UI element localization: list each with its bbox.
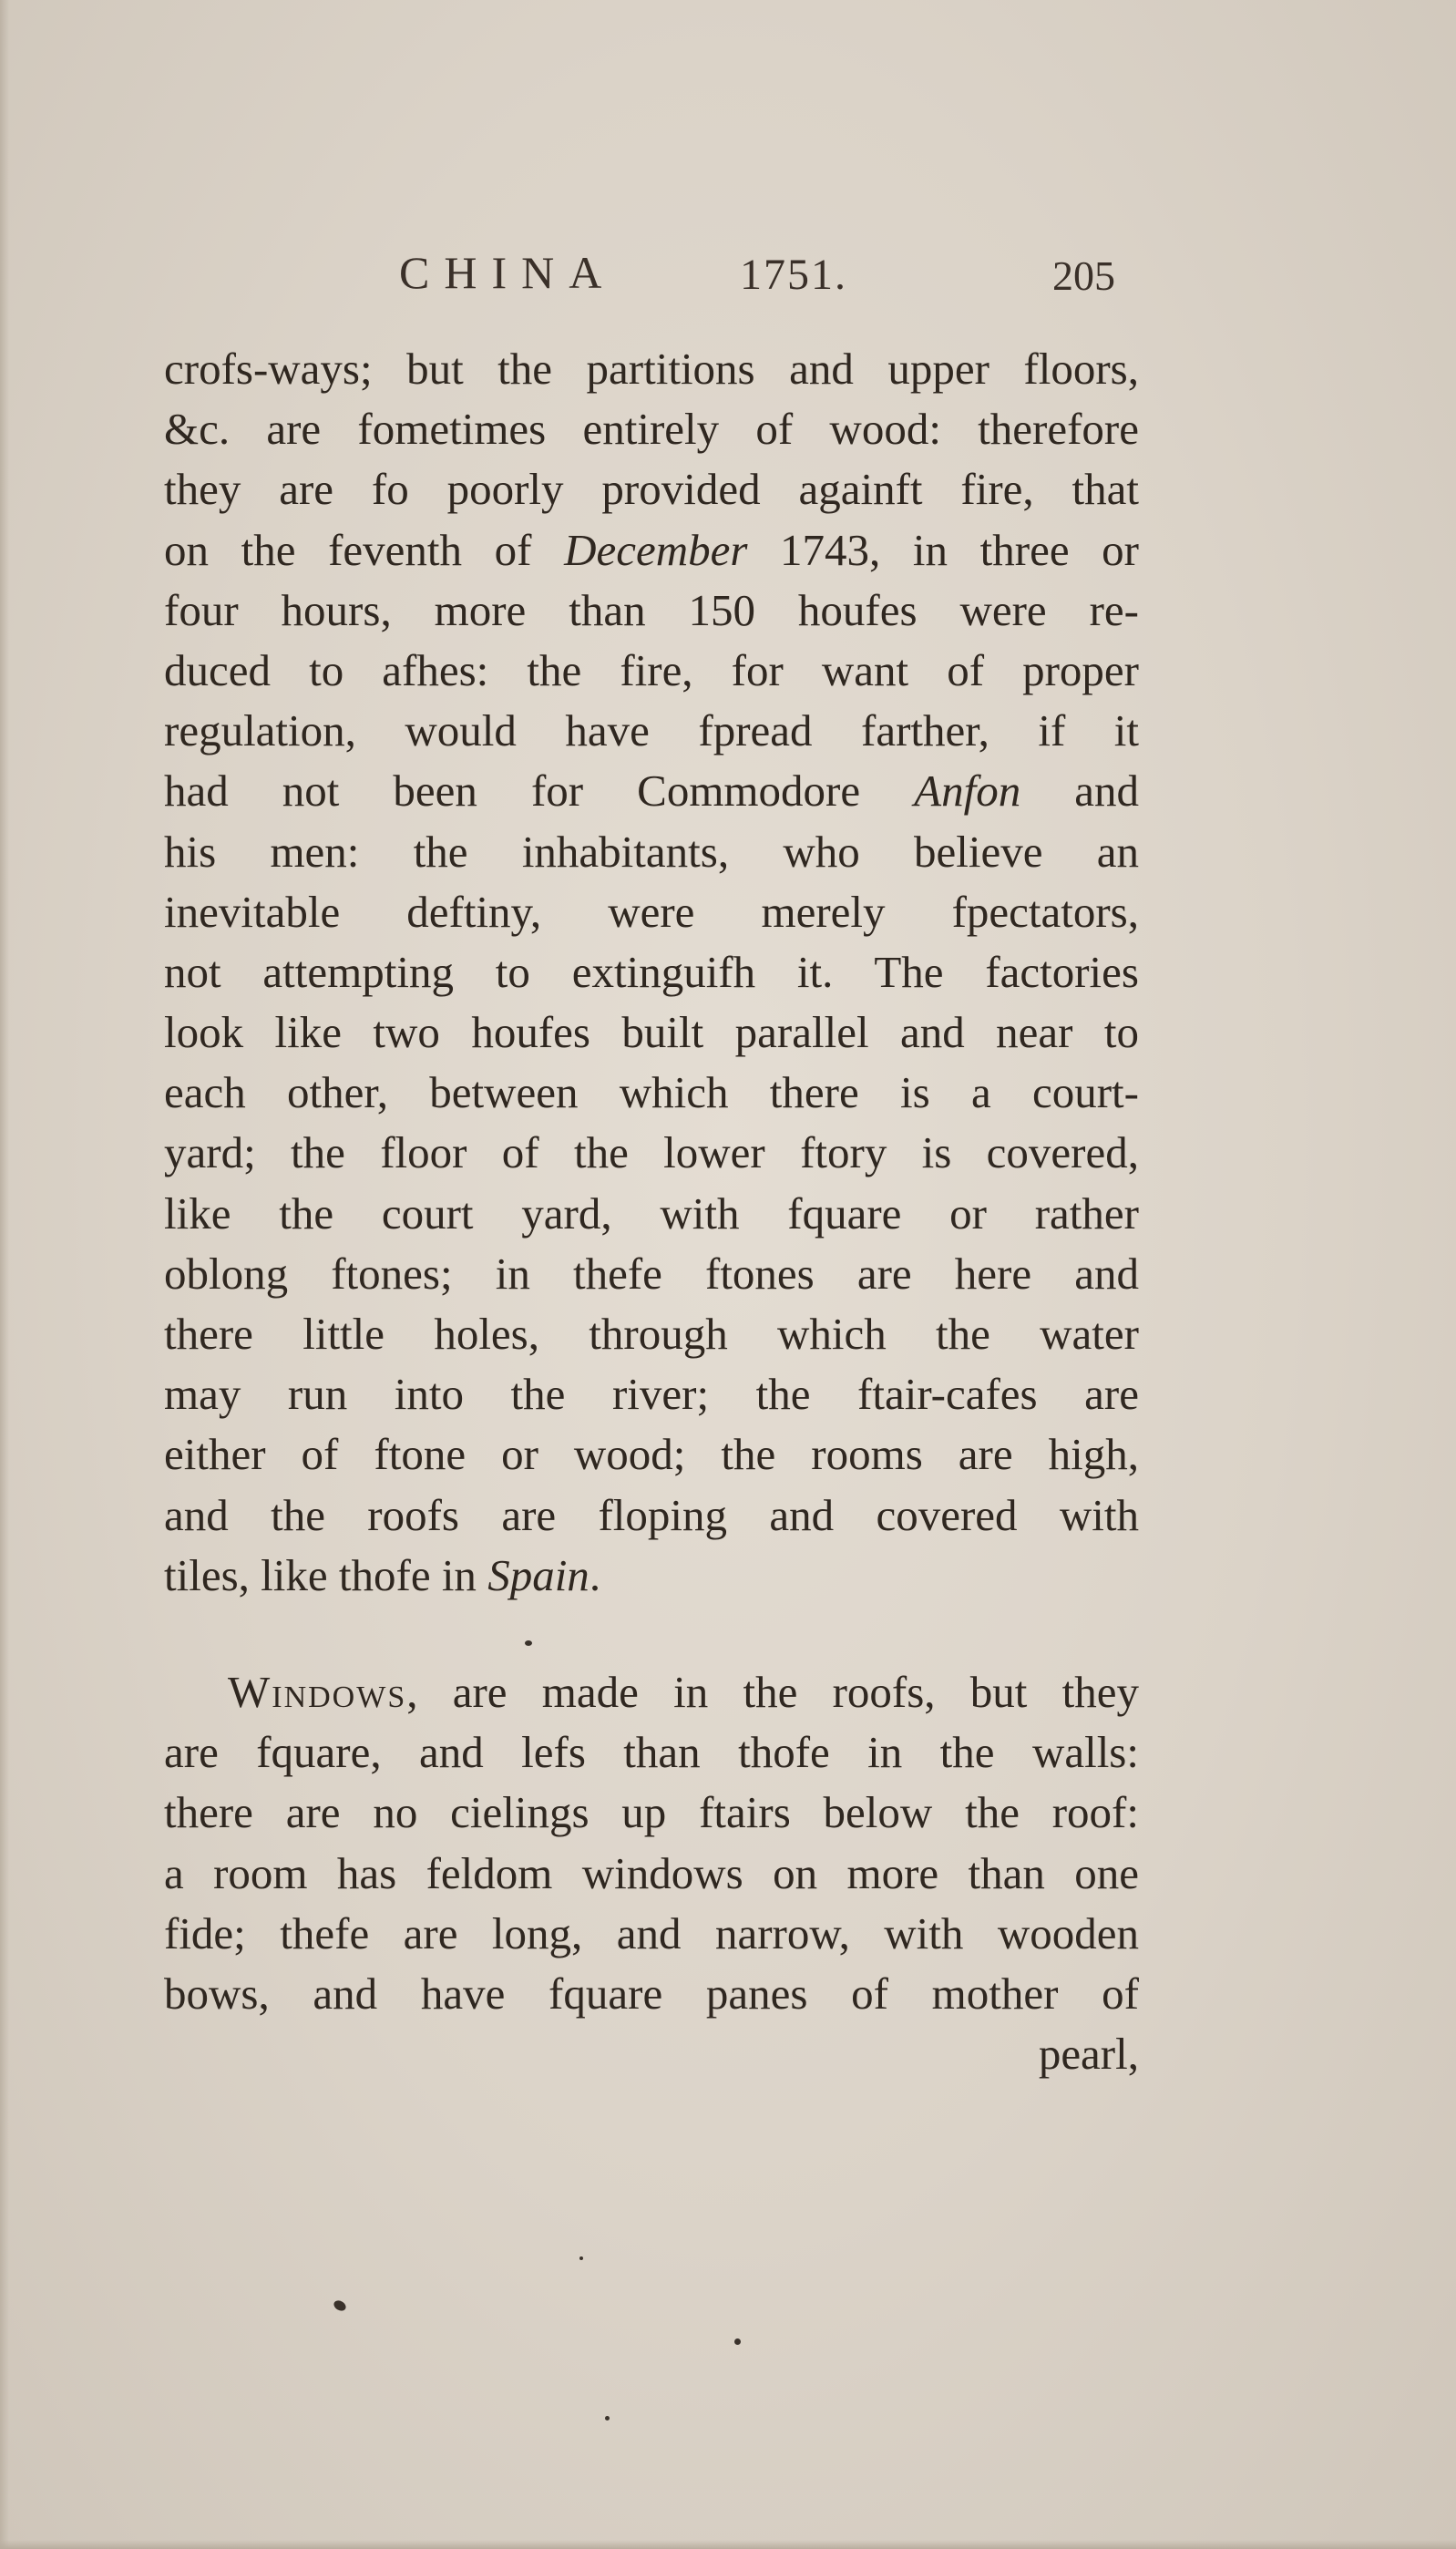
text-line: regulation, would have fpread farther, if it [164,705,1139,756]
text-line: yard; the floor of the lower ftory is covered, [164,1127,1139,1178]
italic-word-anson: Anfon [914,766,1021,817]
running-head [164,246,1139,310]
page-bottom-edge [0,2540,1456,2549]
text-line: on the feventh of December 1743, in three or [164,524,1139,575]
text-line: had not been for Commodore Anfon and [164,766,1139,817]
text-line: &c. are fometimes entirely of wood: therefore [164,404,1139,455]
text-line: may run into the river; the ftair-cafes are [164,1369,1139,1420]
small-caps-word-windows: Windows [228,1667,407,1717]
text-line: are fquare, and lefs than thofe in the walls: [164,1727,1139,1778]
paragraph-1 [164,339,1139,1606]
text-line: inevitable deftiny, were merely fpectators, [164,886,1139,937]
text-line: each other, between which there is a court- [164,1067,1139,1118]
paper-speck [605,2416,610,2421]
text-line: bows, and have fquare panes of mother of [164,1968,1139,2019]
paper-speck [734,2338,741,2345]
text-line: Windows, are made in the roofs, but they [228,1667,1139,1717]
catchword: pearl, [1038,2029,1139,2080]
text-line: his men: the inhabitants, who believe an [164,826,1139,877]
text-line: there little holes, through which the water [164,1309,1139,1359]
text-line: there are no cielings up ftairs below the roof: [164,1787,1139,1838]
text-line: and the roofs are floping and covered with [164,1489,1139,1540]
paragraph-2 [164,1662,1139,2084]
text-line: oblong ftones; in thefe ftones are here and [164,1248,1139,1299]
text-line: like the court yard, with fquare or rather [164,1187,1139,1239]
italic-word-december: December [564,524,748,575]
text-line: look like two houfes built parallel and near to [164,1007,1139,1058]
italic-word-spain: Spain [487,1549,590,1600]
page-number: 205 [1052,252,1115,299]
text-line: fide; thefe are long, and narrow, with wooden [164,1907,1139,1958]
text-line: tiles, like thofe in Spain. [164,1549,601,1600]
text-line: four hours, more than 150 houfes were re- [164,584,1139,635]
paper-speck [332,2298,347,2313]
paper-speck [525,1640,532,1646]
running-head-year: 1751. [740,251,847,299]
text-line: not attempting to extinguifh it. The factories [164,946,1139,997]
text-line: crofs-ways; but the partitions and upper floors, [164,344,1139,394]
text-line: either of ftone or wood; the rooms are high, [164,1429,1139,1480]
page-left-edge [0,0,9,2549]
text-line: a room has feldom windows on more than one [164,1847,1139,1898]
paper-speck [579,2256,583,2260]
text-line: duced to afhes: the fire, for want of proper [164,644,1139,695]
text-line: they are fo poorly provided againft fire, that [164,464,1139,515]
running-head-title: CHINA [399,247,617,298]
